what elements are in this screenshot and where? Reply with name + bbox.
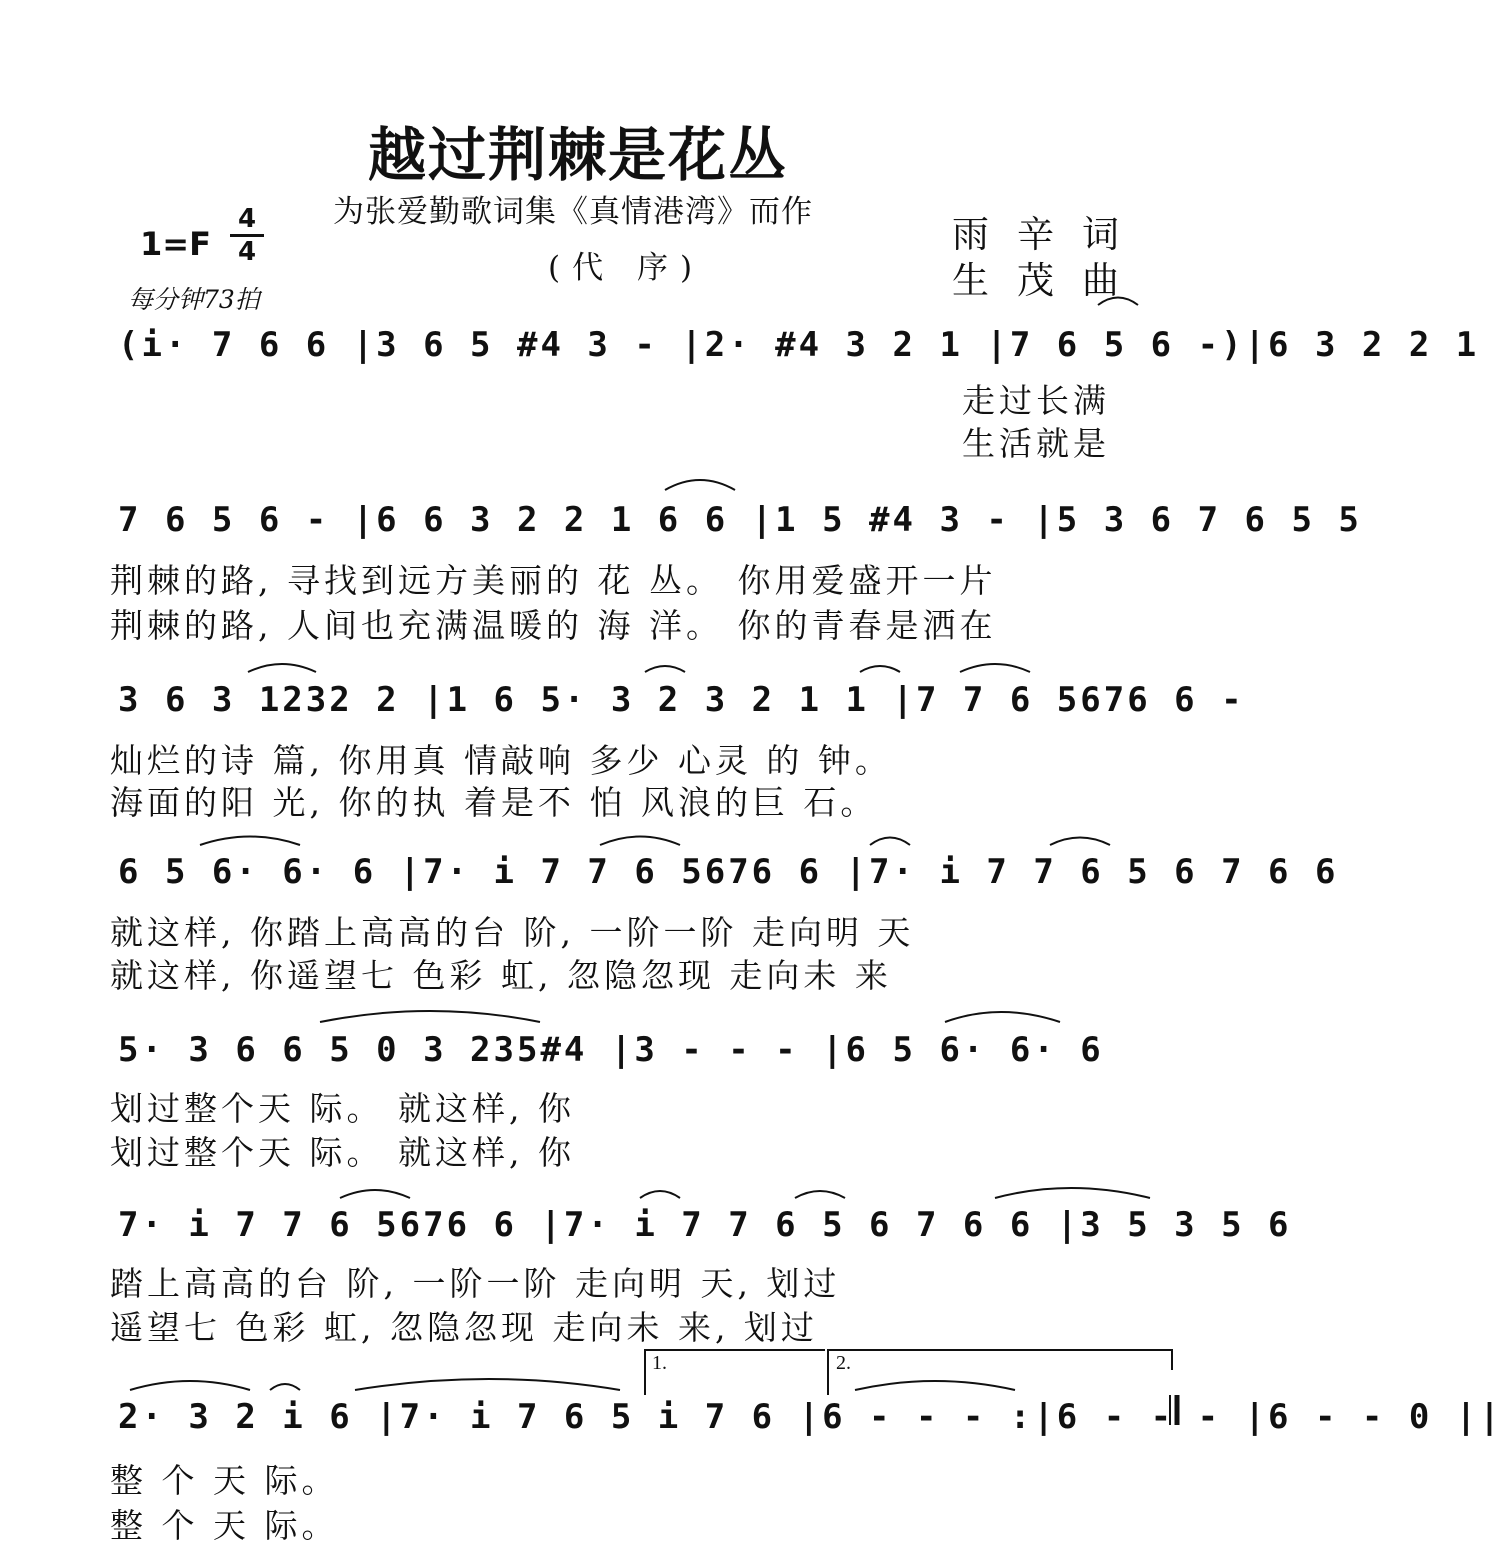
time-signature [230, 206, 264, 265]
slur-2 [665, 480, 735, 490]
slur-19 [355, 1379, 620, 1390]
second-ending-label: 2. [836, 1352, 851, 1374]
lyrics-line-3-verse-1: 灿烂的诗 篇, 你用真 情敲响 多少 心灵 的 钟。 [110, 741, 892, 780]
slur-12 [945, 1012, 1060, 1022]
notation-line-7: 2· 3 2 i 6 |7· i 7 6 5 i 7 6 |6 - - - :|6 - - - |6 - - 0 || [118, 1397, 1503, 1437]
song-title: 越过荆棘是花丛 [368, 121, 789, 189]
lyrics-line-1-verse-2: 生活就是 [962, 424, 1110, 463]
lyrics-line-1-verse-1: 走过长满 [962, 381, 1110, 420]
preface-label: (代 序) [548, 250, 705, 286]
slur-9 [870, 838, 910, 846]
slur-8 [600, 837, 680, 846]
slur-5 [860, 666, 900, 672]
slur-16 [995, 1188, 1150, 1198]
lyrics-line-7-verse-1: 整 个 天 际。 [110, 1461, 339, 1500]
slur-18 [270, 1384, 300, 1390]
lyrics-line-5-verse-1: 划过整个天 际。 就这样, 你 [110, 1089, 575, 1128]
slur-3 [248, 664, 316, 672]
lyrics-line-2-verse-1: 荆棘的路, 寻找到远方美丽的 花 丛。 你用爱盛开一片 [110, 561, 997, 600]
lyrics-line-2-verse-2: 荆棘的路, 人间也充满温暖的 海 洋。 你的青春是洒在 [110, 606, 997, 645]
volta-brackets [645, 1350, 1172, 1395]
notation-line-1: (i· 7 6 6 |3 6 5 #4 3 - |2· #4 3 2 1 |7 6 5 6 -)|6 3 2 2 1 [118, 325, 1480, 365]
slur-17 [130, 1381, 250, 1390]
notation-line-4: 6 5 6· 6· 6 |7· i 7 7 6 5676 6 |7· i 7 7 6 5 6 7 6 6 [118, 852, 1339, 892]
lyrics-line-4-verse-1: 就这样, 你踏上高高的台 阶, 一阶一阶 走向明 天 [110, 913, 915, 952]
notation-line-6: 7· i 7 7 6 5676 6 |7· i 7 7 6 5 6 7 6 6 |3 5 3 5 6 [118, 1205, 1292, 1245]
tempo-marking: 每分钟73拍 [128, 285, 260, 314]
slur-7 [200, 837, 300, 846]
composer-credit: 生茂曲 [952, 259, 1147, 302]
notation-line-3: 3 6 3 1232 2 |1 6 5· 3 2 3 2 1 1 |7 7 6 5676 6 - [118, 680, 1245, 720]
song-subtitle: 为张爱勤歌词集《真情港湾》而作 [333, 194, 813, 230]
slur-15 [795, 1191, 845, 1198]
lyrics-line-6-verse-1: 踏上高高的台 阶, 一阶一阶 走向明 天, 划过 [110, 1264, 841, 1303]
notation-line-5: 5· 3 6 6 5 0 3 235#4 |3 - - - |6 5 6· 6· 6 [118, 1030, 1104, 1070]
slur-14 [640, 1191, 680, 1198]
first-ending-bracket [645, 1350, 825, 1395]
lyrics-line-3-verse-2: 海面的阳 光, 你的执 着是不 怕 风浪的巨 石。 [110, 783, 878, 822]
slur-13 [340, 1190, 410, 1198]
lyrics-line-5-verse-2: 划过整个天 际。 就这样, 你 [110, 1133, 575, 1172]
lyricist-credit: 雨辛词 [952, 213, 1147, 256]
first-ending-label: 1. [652, 1352, 667, 1374]
key-signature: 1=F [140, 225, 211, 263]
notation-line-2: 7 6 5 6 - |6 6 3 2 2 1 6 6 |1 5 #4 3 - |5 3 6 7 6 5 5 [118, 500, 1362, 540]
lyrics-line-7-verse-2: 整 个 天 际。 [110, 1506, 339, 1545]
time-signature-top: 4 [237, 204, 257, 234]
slur-20 [855, 1381, 1015, 1390]
second-ending-bracket [828, 1350, 1172, 1395]
slur-10 [1050, 838, 1110, 846]
slur-4 [645, 666, 685, 672]
lyrics-line-6-verse-2: 遥望七 色彩 虹, 忽隐忽现 走向未 来, 划过 [110, 1308, 818, 1347]
slur-6 [960, 664, 1030, 672]
time-signature-bottom: 4 [237, 237, 257, 267]
lyrics-line-4-verse-2: 就这样, 你遥望七 色彩 虹, 忽隐忽现 走向未 来 [110, 956, 892, 995]
slur-11 [320, 1011, 540, 1022]
